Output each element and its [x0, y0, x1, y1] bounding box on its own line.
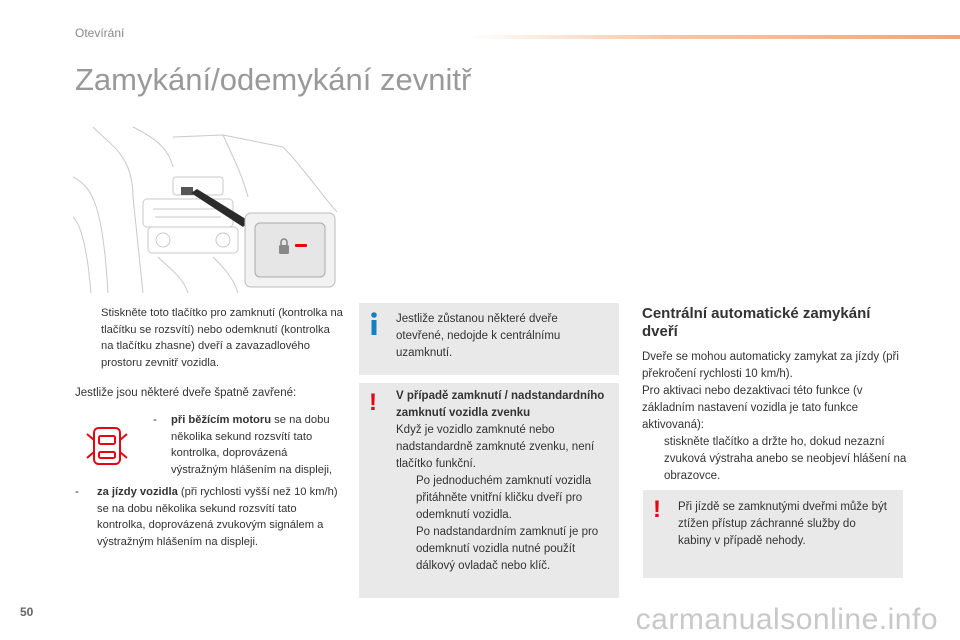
watermark: carmanualsonline.info	[635, 603, 938, 636]
dash-marker: -	[153, 414, 157, 426]
driving-text: (při rychlosti vyšší než 10 km/h) se na dobu několika sekund rozsvítí tato kontrolka, doprovázená zvukovým signálem a výstražným hlášením na displeji.	[97, 486, 338, 548]
left-column	[75, 305, 345, 550]
section-heading: Centrální automatické zamykání dveří	[642, 305, 871, 340]
list-item	[396, 524, 607, 575]
instruction-text: Stiskněte toto tlačítko pro zamknutí (kontrolka na tlačítku se rozsvítí) nebo odemknutí (kontrolka na tlačítku zhasne) dveří a zavazadlového prostoru zevnitř vozidla.	[101, 307, 343, 369]
dash-marker: -	[75, 486, 79, 498]
warning-icon: !	[369, 389, 377, 416]
list-item	[396, 473, 607, 524]
bullet-marker	[396, 524, 416, 575]
door-open-warning-icon	[83, 422, 131, 470]
engine-running-item	[75, 412, 345, 478]
bullet-marker	[642, 434, 664, 485]
warning-title: V případě zamknutí / nadstandardního zamknutí vozidla zvenku	[396, 390, 605, 419]
bullet-marker	[396, 473, 416, 524]
warning-text: Při jízdě se zamknutými dveřmi může být ztížen přístup záchranné služby do kabiny v případě nehody.	[678, 501, 887, 547]
activation-text: Pro aktivaci nebo dezaktivaci této funkce (v základním nastavení vozidla je tato funkce aktivovaná):	[642, 385, 863, 431]
list-item-text: Po jednoduchém zamknutí vozidla přitáhněte vnitřní kličku dveří pro odemknutí vozidla.	[416, 475, 592, 521]
driving-item	[75, 484, 345, 550]
driving-label: za jízdy vozidla	[97, 486, 178, 498]
warning-box	[359, 383, 619, 598]
dashboard-illustration	[73, 117, 337, 293]
door-status-intro: Jestliže jsou některé dveře špatně zavřené:	[75, 387, 297, 399]
auto-lock-text: Dveře se mohou automaticky zamykat za jízdy (při překročení rychlosti 10 km/h).	[642, 351, 899, 380]
list-item-text: stiskněte tlačítko a držte ho, dokud nezazní zvuková výstraha anebo se neobjeví hlášení na obrazovce.	[664, 436, 907, 482]
engine-running-label: při běžícím motoru	[171, 414, 272, 426]
warning-box-driving	[643, 490, 903, 578]
section-tag: Otevírání	[75, 26, 125, 40]
page-number: 50	[20, 605, 34, 619]
right-column	[642, 305, 907, 485]
warning-text: Když je vozidlo zamknuté nebo nadstandardně zamknuté zvenku, není tlačítko funkční.	[396, 424, 595, 470]
warning-icon: !	[653, 496, 661, 523]
engine-running-text: se na dobu několika sekund rozsvítí tato kontrolka, doprovázená výstražným hlášením na displeji,	[171, 414, 333, 476]
info-text: Jestliže zůstanou některé dveře otevřené, nedojde k centrálnímu uzamknutí.	[396, 313, 561, 359]
list-item	[642, 434, 907, 485]
info-icon	[369, 311, 379, 337]
info-box	[359, 303, 619, 375]
bullet-marker	[75, 305, 101, 371]
page-title: Zamykání/odemykání zevnitř	[75, 62, 472, 97]
header-accent-bar	[470, 35, 960, 39]
instruction-bullet	[75, 305, 345, 371]
list-item-text: Po nadstandardním zamknutí je pro odemknutí vozidla nutné použít dálkový ovladač nebo klíč.	[416, 526, 599, 572]
